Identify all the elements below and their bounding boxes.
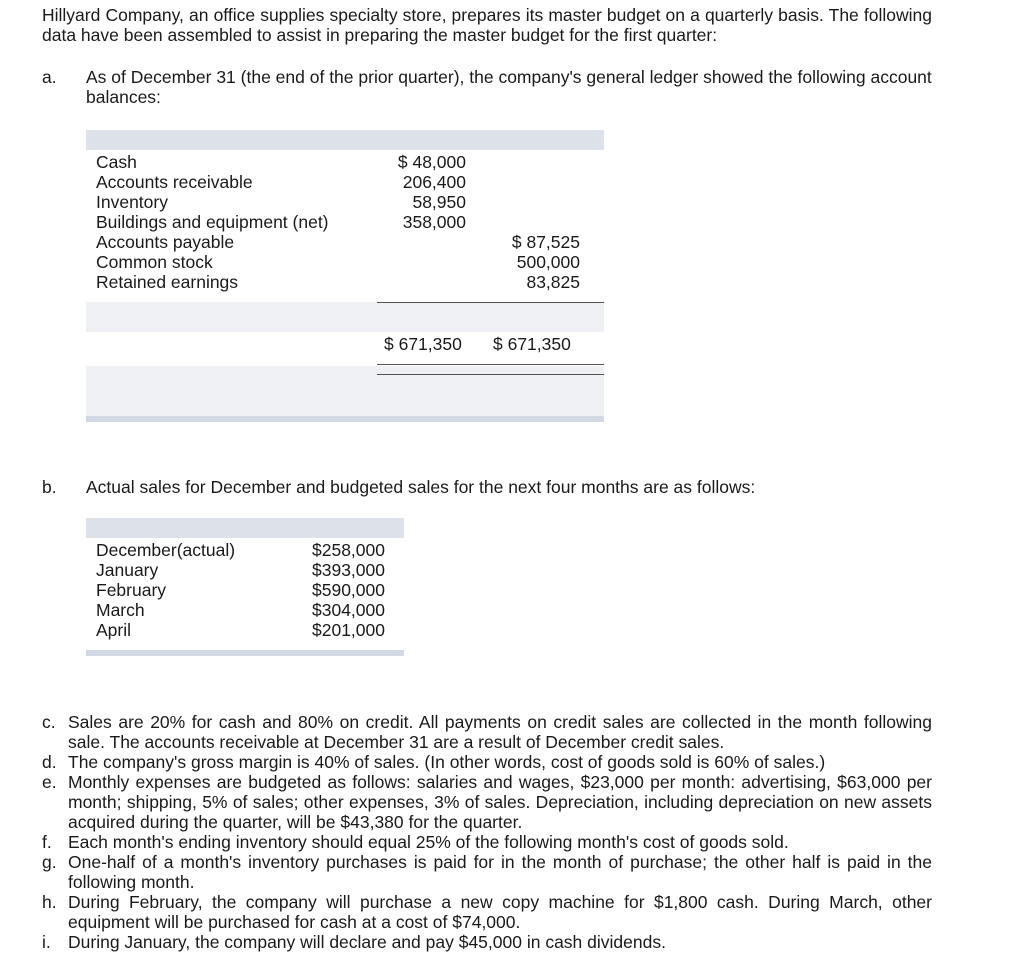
item-label: g.: [42, 852, 57, 872]
sales-amount: $590,000: [312, 580, 385, 600]
item-text: Each month's ending inventory should equal 25% of the following month's cost of goods sold.: [68, 832, 789, 852]
debit-value: 58,950: [412, 192, 466, 212]
list-item: [42, 752, 932, 772]
table-row: [86, 172, 604, 192]
item-text: During February, the company will purchase a new copy machine for $1,800 cash. During March, other equipment will be purchased for cash at a cost of $74,000.: [68, 892, 932, 932]
total-debit: $ 671,350: [384, 334, 462, 354]
sales-amount: $304,000: [312, 600, 385, 620]
table-row: [86, 580, 404, 600]
item-label: f.: [42, 832, 52, 852]
total-credit: $ 671,350: [493, 334, 571, 354]
table-row: [86, 540, 404, 560]
account-name: Accounts receivable: [96, 172, 253, 192]
table-row: [86, 272, 604, 292]
total-rule: [377, 302, 604, 303]
list-item: [42, 832, 932, 852]
table-shade-band: [86, 302, 604, 332]
credit-value: 83,825: [526, 272, 580, 292]
item-text: One-half of a month's inventory purchases is paid for in the month of purchase; the other half is paid in the following month.: [68, 852, 932, 892]
part-b-text: Actual sales for December and budgeted sales for the next four months are as follows:: [86, 477, 756, 497]
item-text: During January, the company will declare and pay $45,000 in cash dividends.: [68, 932, 666, 952]
credit-value: 500,000: [516, 252, 580, 272]
table-row: [86, 152, 604, 172]
sales-amount: $201,000: [312, 620, 385, 640]
part-a-label: a.: [42, 67, 57, 87]
ledger-table: [86, 130, 604, 422]
account-name: Inventory: [96, 192, 168, 212]
list-item: [42, 932, 932, 952]
account-name: Accounts payable: [96, 232, 235, 252]
list-item: [42, 772, 932, 832]
table-header-band: [86, 130, 604, 150]
intro-paragraph: Hillyard Company, an office supplies specialty store, prepares its master budget on a quarterly basis. The following data have been assembled to assist in preparing the master budget for the first quarter:: [42, 5, 932, 45]
table-row: [86, 212, 604, 232]
account-name: Buildings and equipment (net): [96, 212, 329, 232]
sales-amount: $393,000: [312, 560, 385, 580]
debit-value: $ 48,000: [397, 152, 466, 172]
table-row: [86, 252, 604, 272]
month-name: April: [96, 620, 132, 640]
debit-value: 358,000: [402, 212, 466, 232]
month-name: February: [96, 580, 167, 600]
part-b-label: b.: [42, 477, 57, 497]
table-row: [86, 232, 604, 252]
assumptions-list: [42, 712, 932, 952]
item-label: i.: [42, 932, 51, 952]
list-item: [42, 712, 932, 752]
account-name: Common stock: [96, 252, 213, 272]
part-a-text: As of December 31 (the end of the prior quarter), the company's general ledger showed the following account balances:: [86, 67, 932, 107]
double-rule-top: [377, 364, 604, 365]
table-bottom-bar: [86, 650, 404, 656]
table-row: [86, 620, 404, 640]
item-text: Monthly expenses are budgeted as follows: salaries and wages, $23,000 per month: advertising, $63,000 per month; shipping, 5% of sales; other expenses, 3% of sales. Depreciation, including depreciation on new assets acquired during the quarter, will be $43,380 for the quarter.: [68, 772, 932, 832]
list-item: [42, 852, 932, 892]
table-row: [86, 192, 604, 212]
debit-value: 206,400: [402, 172, 466, 192]
item-label: e.: [42, 772, 57, 792]
double-rule-bottom: [377, 374, 604, 375]
list-item: [42, 892, 932, 932]
table-row: [86, 600, 404, 620]
month-name: March: [96, 600, 145, 620]
account-name: Retained earnings: [96, 272, 239, 292]
sales-table: [86, 518, 404, 658]
table-bottom-bar: [86, 416, 604, 422]
sales-amount: $258,000: [312, 540, 385, 560]
account-name: Cash: [96, 152, 137, 172]
table-row: [86, 560, 404, 580]
item-label: d.: [42, 752, 57, 772]
credit-value: $ 87,525: [511, 232, 580, 252]
item-text: The company's gross margin is 40% of sales. (In other words, cost of goods sold is 60% of sales.): [68, 752, 826, 772]
item-label: c.: [42, 712, 56, 732]
month-name: December(actual): [96, 540, 236, 560]
month-name: January: [96, 560, 159, 580]
item-text: Sales are 20% for cash and 80% on credit. All payments on credit sales are collected in the month following sale. The accounts receivable at December 31 are a result of December credit sales.: [68, 712, 932, 752]
item-label: h.: [42, 892, 57, 912]
table-header-band: [86, 518, 404, 538]
